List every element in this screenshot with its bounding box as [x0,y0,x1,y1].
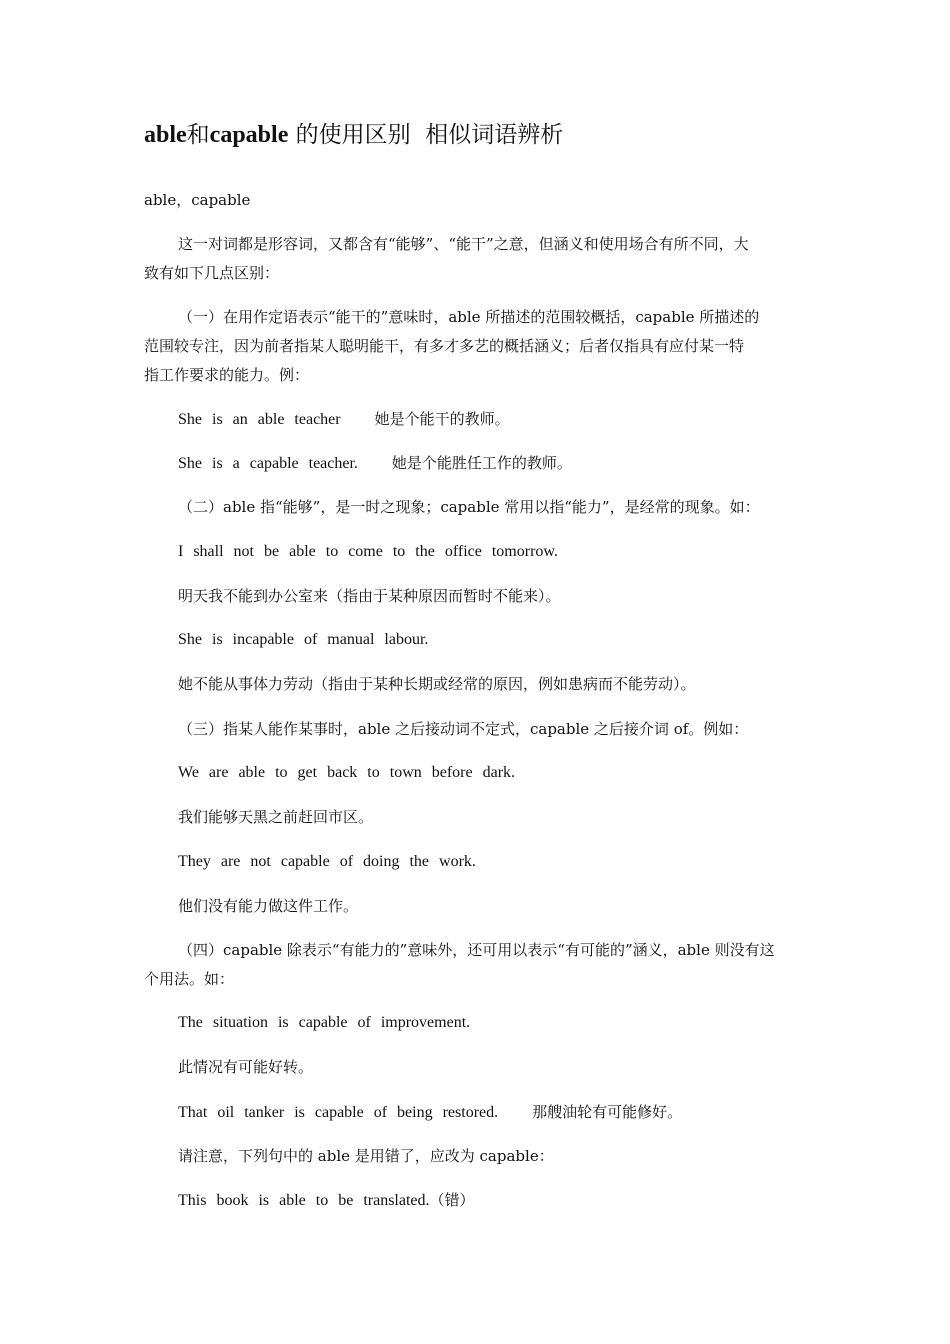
section-3-line-1: （三）指某人能作某事时，able 之后接动词不定式，capable 之后接介词 of。例如： [178,720,749,738]
example-chinese: 那艘油轮有可能修好。 [532,1103,683,1121]
title-word-capable: capable [209,122,289,148]
example-english: This book is able to be translated. [178,1192,430,1209]
title-word-able: able [144,122,187,148]
section-1-line-2: 范围较专注，因为前者指某人聪明能干，有多才多艺的概括涵义；后者仅指具有应付某一特 [144,337,745,355]
title-conjunction: 和 [186,122,210,148]
intro-line-1: 这一对词都是形容词，又都含有“能够”、“能干”之意，但涵义和使用场合有所不同，大 [178,235,749,253]
example-english: We are able to get back to town before dark. [178,764,516,781]
example-english: She is a capable teacher. [178,455,358,472]
example-line [178,406,510,433]
error-mark: （错） [429,1191,475,1209]
example-english: I shall not be able to come to the office tomorrow. [178,543,558,560]
example-line [178,1187,475,1214]
example-chinese: 她不能从事体力劳动（指由于某种长期或经常的原因，例如患病而不能劳动）。 [178,675,696,693]
example-english: She is an able teacher [178,411,341,428]
page-title [144,118,563,152]
section-2-line-1: （二）able 指“能够”，是一时之现象；capable 常用以指“能力”，是经常的现象。如： [178,498,760,516]
section-4-line-1: （四）capable 除表示“有能力的”意味外，还可用以表示“有可能的”涵义，able 则没有这 [178,941,775,959]
example-chinese: 明天我不能到办公室来（指由于某种原因而暂时不能来）。 [178,587,561,605]
subtitle: able，capable [144,191,251,209]
example-english: The situation is capable of improvement. [178,1014,471,1031]
example-chinese: 此情况有可能好转。 [178,1058,314,1076]
example-english: They are not capable of doing the work. [178,853,476,870]
usage-note: 请注意，下列句中的 able 是用错了，应改为 capable： [178,1147,554,1165]
title-rest: 的使用区别 相似词语辨析 [288,122,564,148]
intro-line-2: 致有如下几点区别： [144,264,280,282]
section-1-line-1: （一）在用作定语表示“能干的”意味时，able 所描述的范围较概括，capable 所描述的 [178,308,760,326]
example-english: That oil tanker is capable of being restored. [178,1104,499,1121]
example-chinese: 我们能够天黑之前赶回市区。 [178,808,374,826]
example-english: She is incapable of manual labour. [178,631,429,648]
example-line [178,1099,682,1126]
example-chinese: 她是个能胜任工作的教师。 [391,454,572,472]
example-chinese: 她是个能干的教师。 [374,410,510,428]
example-chinese: 他们没有能力做这件工作。 [178,897,359,915]
section-4-line-2: 个用法。如： [144,970,235,988]
section-1-line-3: 指工作要求的能力。例： [144,366,310,384]
example-line [178,450,572,477]
